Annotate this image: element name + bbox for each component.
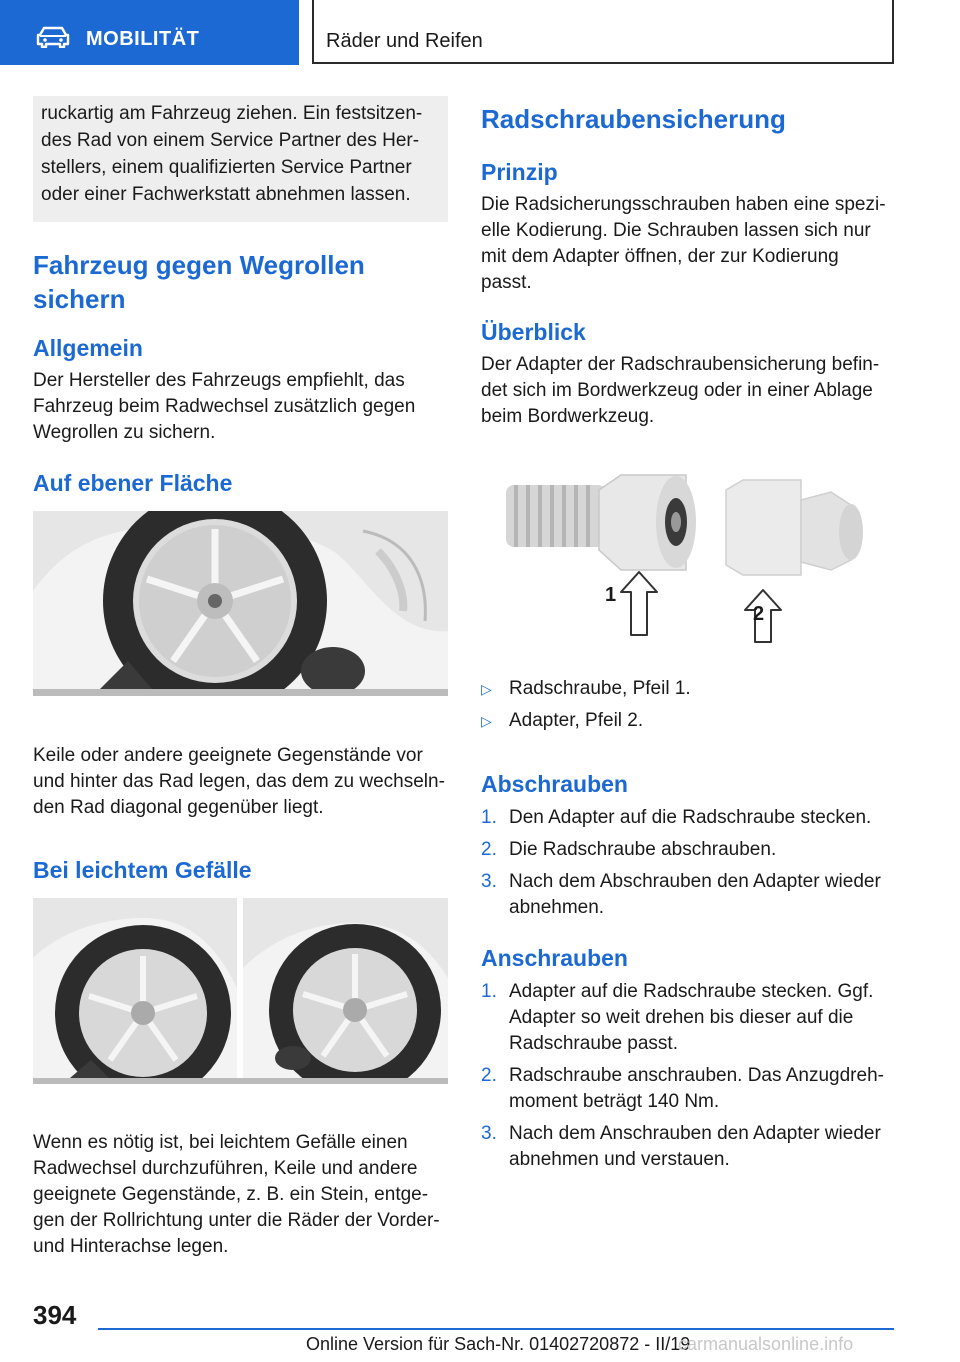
heading-line: Fahrzeug gegen Wegrollen <box>33 250 365 280</box>
step-number: 3. <box>481 871 497 892</box>
step-item <box>481 805 891 831</box>
heading-anschrauben: Anschrauben <box>481 945 628 971</box>
text-line: und hinter das Rad legen, das dem zu wechseln- <box>33 771 445 792</box>
text-line: den Rad diagonal gegenüber liegt. <box>33 797 324 818</box>
step-item <box>481 1063 891 1115</box>
step-number: 1. <box>481 981 497 1002</box>
step-text: abnehmen. <box>509 897 605 918</box>
notice-box <box>33 96 448 222</box>
footer-online-version: Online Version für Sach-Nr. 01402720872 - II/19 <box>306 1334 691 1354</box>
figure-bolt-adapter <box>481 450 891 650</box>
step-text: Radschraube passt. <box>509 1033 678 1054</box>
text-line: Wegrollen zu sichern. <box>33 422 216 443</box>
footer-divider <box>98 1328 894 1330</box>
list-item <box>481 676 891 702</box>
list-item-text: Adapter, Pfeil 2. <box>509 710 644 731</box>
allgemein-text <box>33 368 448 446</box>
list-item <box>481 708 891 734</box>
step-text: Den Adapter auf die Radschraube stecken. <box>509 807 872 828</box>
figure-label-1: 1 <box>605 584 617 606</box>
text-line: det sich im Bordwerkzeug oder in einer Ablage <box>481 380 873 401</box>
text-line: mit dem Adapter öffnen, der zur Kodierung <box>481 246 839 267</box>
figure-wheel-flat <box>33 511 448 696</box>
text-line: Der Adapter der Radschraubensicherung befin- <box>481 354 880 375</box>
step-text: Die Radschraube abschrauben. <box>509 839 777 860</box>
car-icon <box>36 26 70 48</box>
heading-slight-slope: Bei leichtem Gefälle <box>33 857 252 883</box>
list-item-text: Radschraube, Pfeil 1. <box>509 678 691 699</box>
step-text: Adapter auf die Radschraube stecken. Ggf. <box>509 981 874 1002</box>
step-text: Nach dem Abschrauben den Adapter wieder <box>509 871 881 892</box>
section-tab <box>0 0 299 65</box>
triangle-bullet-icon: ▷ <box>481 713 492 729</box>
figure-wheels-slope <box>33 898 448 1084</box>
heading-abschrauben: Abschrauben <box>481 771 628 797</box>
step-text: Nach dem Anschrauben den Adapter wieder <box>509 1123 881 1144</box>
wheel-bolt-graphic <box>506 475 696 570</box>
step-item <box>481 979 891 1057</box>
text-line: elle Kodierung. Die Schrauben lassen sich nur <box>481 220 871 241</box>
text-line: und Hinterachse legen. <box>33 1236 229 1257</box>
adapter-graphic <box>726 480 863 575</box>
step-text: Radschraube anschrauben. Das Anzugdreh- <box>509 1065 884 1086</box>
text-line: Wenn es nötig ist, bei leichtem Gefälle einen <box>33 1132 408 1153</box>
notice-line: des Rad von einem Service Partner des Her- <box>41 130 420 151</box>
figure-label-2: 2 <box>753 603 765 625</box>
text-line: Fahrzeug beim Radwechsel zusätzlich gegen <box>33 396 416 417</box>
notice-line: ruckartig am Fahrzeug ziehen. Ein festsitzen- <box>41 103 423 124</box>
legend-list <box>481 676 891 740</box>
arrow-1-icon <box>621 572 657 635</box>
prinzip-text <box>481 192 891 296</box>
step-number: 2. <box>481 1065 497 1086</box>
triangle-bullet-icon: ▷ <box>481 681 492 697</box>
text-line: beim Bordwerkzeug. <box>481 406 655 427</box>
text-line: passt. <box>481 272 532 293</box>
slope-text <box>33 1130 448 1260</box>
step-text: moment beträgt 140 Nm. <box>509 1091 720 1112</box>
heading-line: sichern <box>33 284 126 314</box>
heading-secure-vehicle <box>33 248 365 316</box>
text-line: Keile oder andere geeignete Gegenstände vor <box>33 745 423 766</box>
step-text: abnehmen und verstauen. <box>509 1149 730 1170</box>
heading-allgemein: Allgemein <box>33 335 143 361</box>
text-line: gen der Rollrichtung unter die Räder der Vorder- <box>33 1210 440 1231</box>
text-line: Der Hersteller des Fahrzeugs empfiehlt, das <box>33 370 405 391</box>
footer-watermark: carmanualsonline.info <box>678 1334 854 1354</box>
notice-line: stellers, einem qualifizierten Service Partner <box>41 157 412 178</box>
abschrauben-steps <box>481 805 891 927</box>
chapter-title: Räder und Reifen <box>326 30 483 52</box>
chapter-header <box>312 0 894 64</box>
step-number: 3. <box>481 1123 497 1144</box>
step-item <box>481 1121 891 1173</box>
text-line: geeignete Gegenstände, z. B. ein Stein, entge- <box>33 1184 429 1205</box>
text-line: Die Radsicherungsschrauben haben eine spezi- <box>481 194 886 215</box>
heading-flat-surface: Auf ebener Fläche <box>33 470 233 496</box>
heading-wheel-lock: Radschraubensicherung <box>481 104 786 134</box>
step-number: 2. <box>481 839 497 860</box>
ueberblick-text <box>481 352 891 430</box>
step-item <box>481 837 891 863</box>
anschrauben-steps <box>481 979 891 1179</box>
notice-line: oder einer Fachwerkstatt abnehmen lassen. <box>41 184 411 205</box>
step-item <box>481 869 891 921</box>
section-label: MOBILITÄT <box>86 28 200 50</box>
page-number: 394 <box>33 1300 77 1330</box>
step-text: Adapter so weit drehen bis dieser auf die <box>509 1007 854 1028</box>
text-line: Radwechsel durchzuführen, Keile und andere <box>33 1158 418 1179</box>
heading-prinzip: Prinzip <box>481 159 558 185</box>
heading-ueberblick: Überblick <box>481 319 586 345</box>
step-number: 1. <box>481 807 497 828</box>
flat-text <box>33 743 448 821</box>
